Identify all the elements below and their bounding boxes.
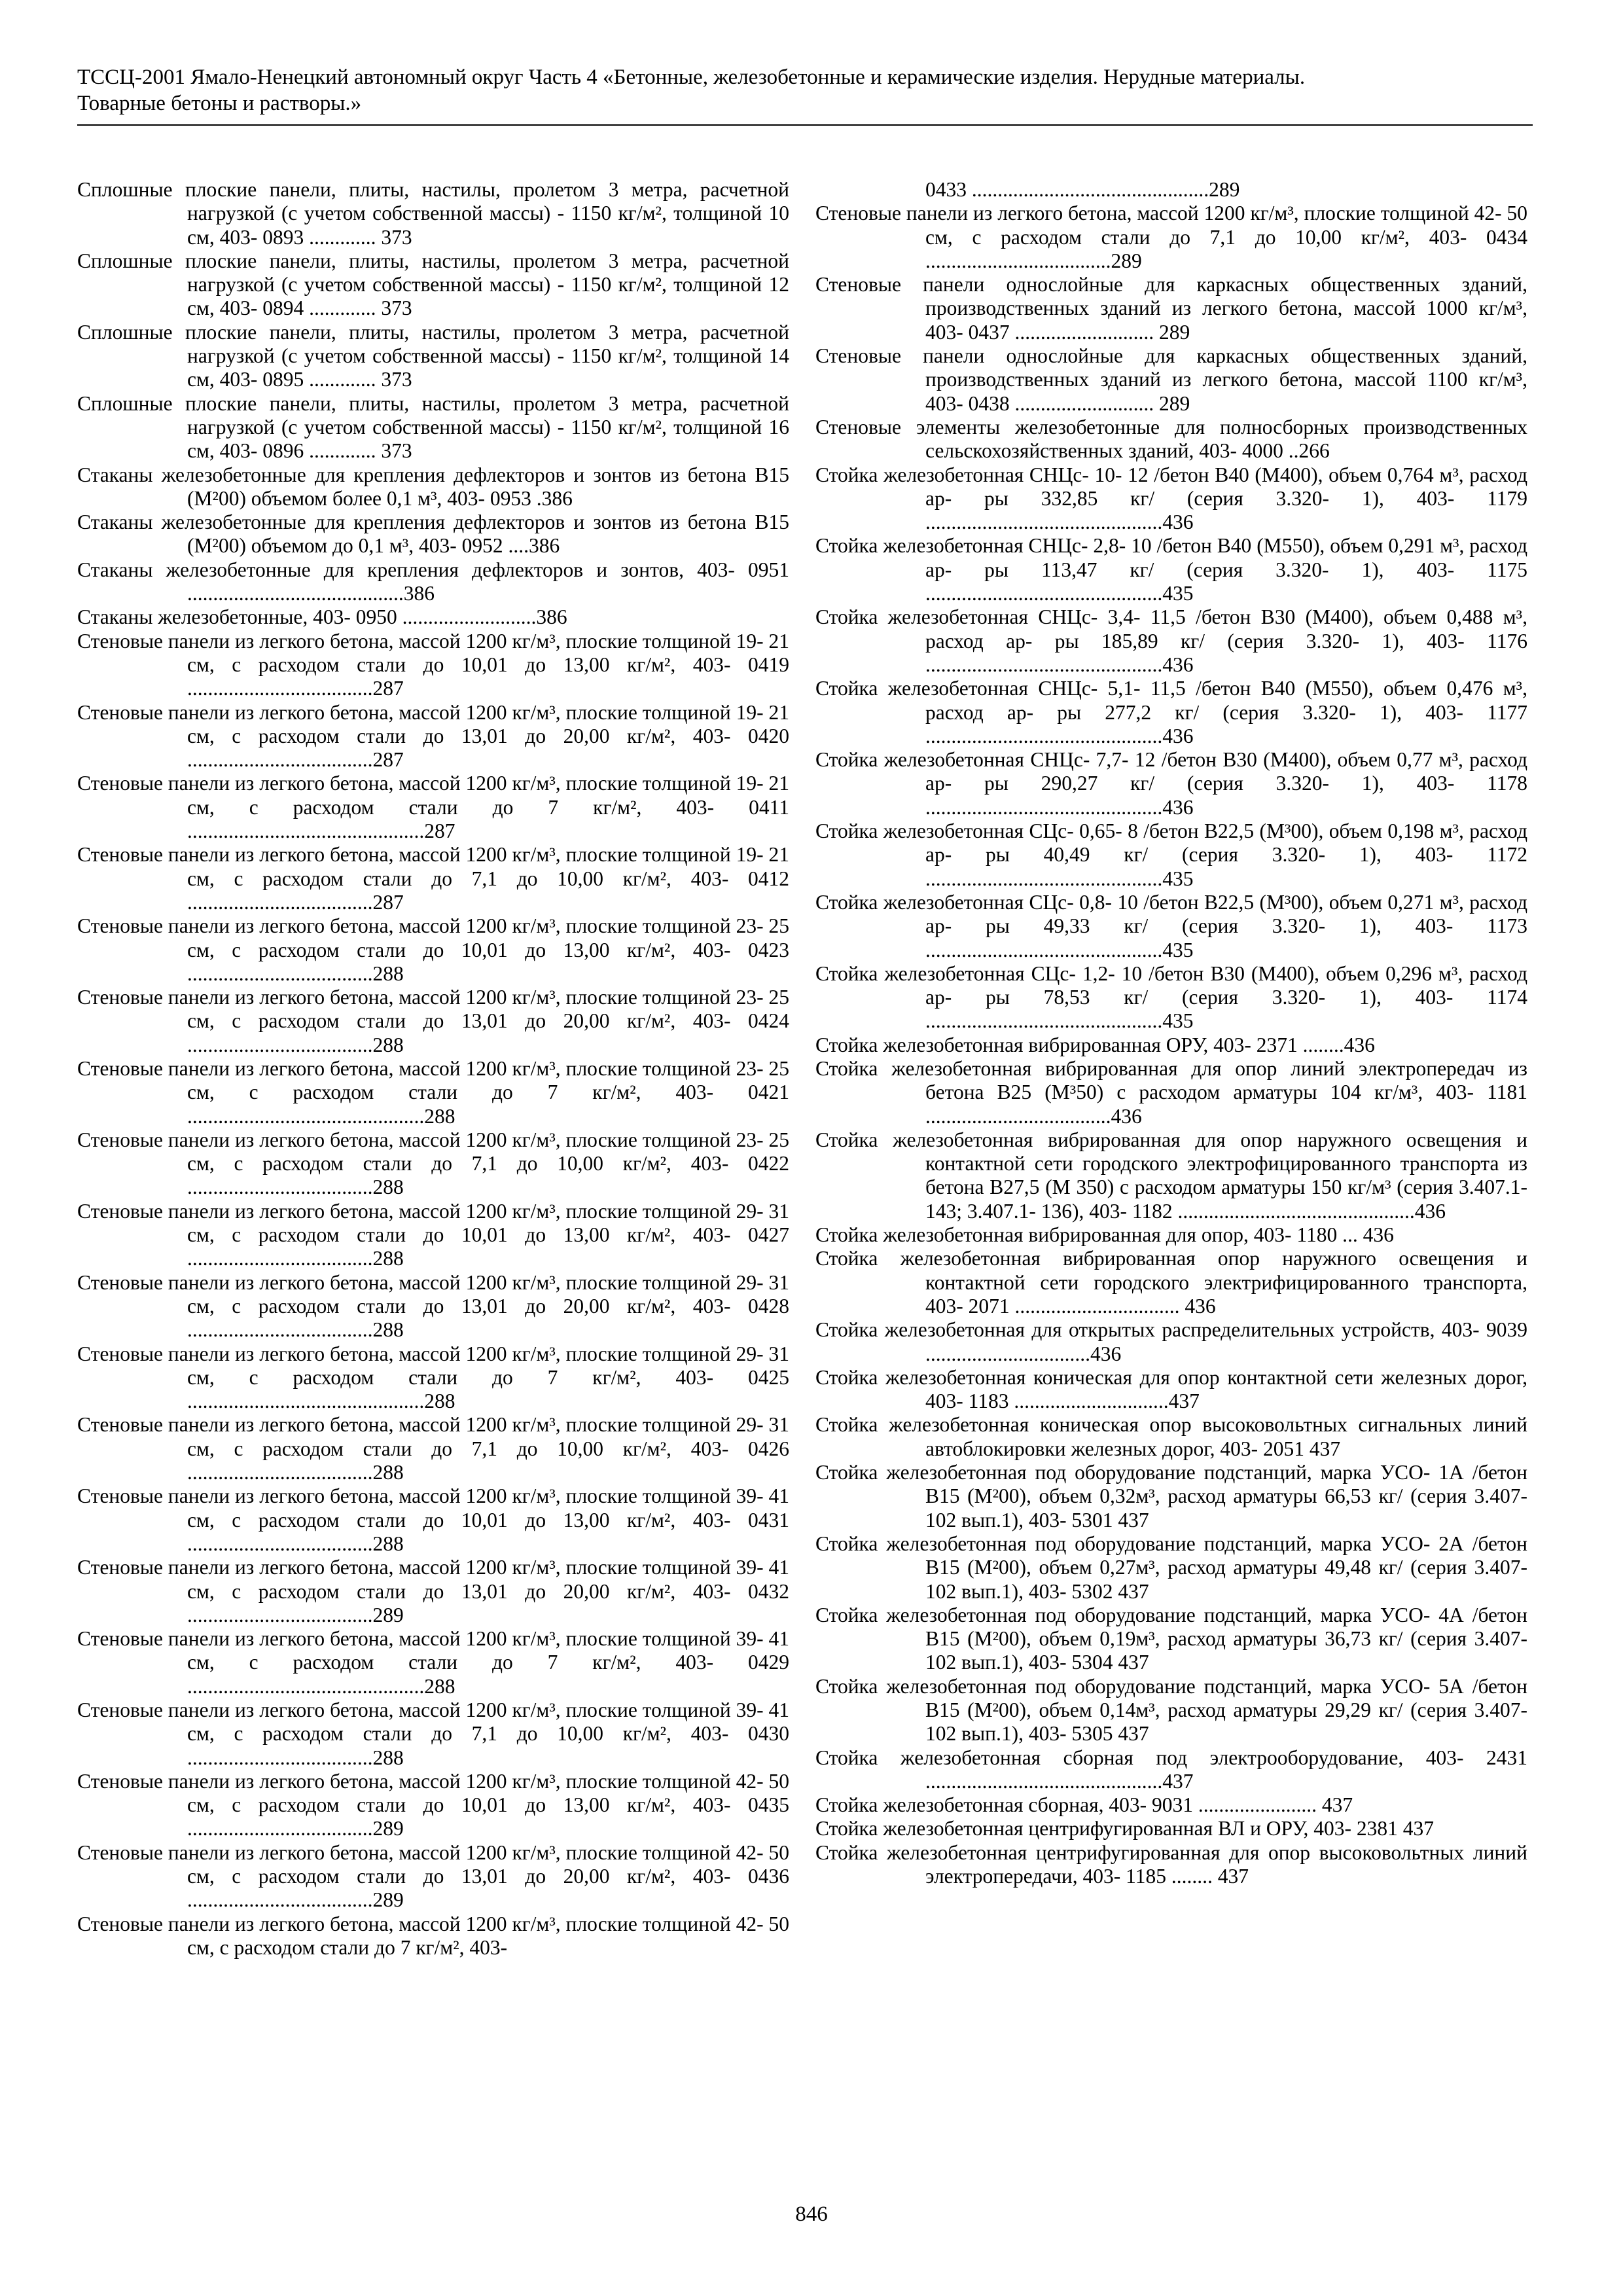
index-entry: Стеновые панели из легкого бетона, массой 1200 кг/м³, плоские толщиной 29- 31 см, с расходом стали до 10,01 до 13,00 кг/м², 403- 0427 ....................................288 — [77, 1199, 789, 1270]
index-entry: Стеновые панели из легкого бетона, массой 1200 кг/м³, плоские толщиной 42- 50 см, с расходом стали до 13,01 до 20,00 кг/м², 403- 0436 ....................................289 — [77, 1840, 789, 1912]
index-entry: Стеновые панели из легкого бетона, массой 1200 кг/м³, плоские толщиной 39- 41 см, с расходом стали до 10,01 до 13,00 кг/м², 403- 0431 ....................................288 — [77, 1484, 789, 1555]
index-entry: Стеновые панели из легкого бетона, массой 1200 кг/м³, плоские толщиной 39- 41 см, с расходом стали до 13,01 до 20,00 кг/м², 403- 0432 ....................................289 — [77, 1556, 789, 1626]
index-column-left — [77, 178, 789, 1960]
index-entry: Стеновые панели из легкого бетона, массой 1200 кг/м³, плоские толщиной 39- 41 см, с расходом стали до 7 кг/м², 403- 0429 ..............................................288 — [77, 1627, 789, 1698]
index-entry: Стойка железобетонная коническая для опор контактной сети железных дорог, 403- 1183 ..............................437 — [815, 1365, 1527, 1413]
index-entry: 0433 ..............................................289 — [925, 178, 1240, 201]
index-entry: Стойка железобетонная СНЦс- 2,8- 10 /бетон В40 (М550), объем 0,291 м³, расход ар- ры 113,47 кг/ (серия 3.320- 1), 403- 1175 ..............................................435 — [815, 534, 1527, 605]
index-entry: Стеновые панели из легкого бетона, массой 1200 кг/м³, плоские толщиной 23- 25 см, с расходом стали до 7 кг/м², 403- 0421 ..............................................288 — [77, 1056, 789, 1128]
index-entry: Стойка железобетонная СНЦс- 10- 12 /бетон В40 (М400), объем 0,764 м³, расход ар- ры 332,85 кг/ (серия 3.320- 1), 403- 1179 ..............................................436 — [815, 463, 1527, 534]
index-entry: Стойка железобетонная сборная под электрооборудование, 403- 2431 ..............................................437 — [815, 1746, 1527, 1793]
index-entry: Стеновые панели из легкого бетона, массой 1200 кг/м³, плоские толщиной 23- 25 см, с расходом стали до 13,01 до 20,00 кг/м², 403- 0424 ....................................288 — [77, 986, 789, 1056]
index-entry: Стойка железобетонная для открытых распределительных устройств, 403- 9039 ................................436 — [815, 1318, 1527, 1365]
index-entry: Сплошные плоские панели, плиты, настилы, пролетом 3 метра, расчетной нагрузкой (с учетом собственной массы) - 1150 кг/м², толщиной 16 см, 403- 0896 ............. 373 — [77, 391, 789, 463]
index-entry: Стойка железобетонная вибрированная опор наружного освещения и контактной сети городского электрифицированного транспорта, 403- 2071 ................................ 436 — [815, 1247, 1527, 1318]
index-entry: Стеновые панели из легкого бетона, массой 1200 кг/м³, плоские толщиной 42- 50 см, с расходом стали до 10,01 до 13,00 кг/м², 403- 0435 ....................................289 — [77, 1769, 789, 1840]
index-entry: Стойка железобетонная под оборудование подстанций, марка УСО- 4А /бетон В15 (М²00), объем 0,19м³, расход арматуры 36,73 кг/ (серия 3.407- 102 вып.1), 403- 5304 437 — [815, 1603, 1527, 1674]
index-entry: Стойка железобетонная под оборудование подстанций, марка УСО- 1А /бетон В15 (М²00), объем 0,32м³, расход арматуры 66,53 кг/ (серия 3.407- 102 вып.1), 403- 5301 437 — [815, 1461, 1527, 1532]
index-entry: Стойка железобетонная центрифугированная для опор высоковольтных линий электропередачи, 403- 1185 ........ 437 — [815, 1840, 1527, 1888]
page-header — [77, 64, 1533, 126]
index-entry: Стойка железобетонная СЦс- 1,2- 10 /бетон В30 (М400), объем 0,296 м³, расход ар- ры 78,53 кг/ (серия 3.320- 1), 403- 1174 ..............................................435 — [815, 961, 1527, 1033]
index-entry: Стойка железобетонная под оборудование подстанций, марка УСО- 2А /бетон В15 (М²00), объем 0,27м³, расход арматуры 49,48 кг/ (серия 3.407- 102 вып.1), 403- 5302 437 — [815, 1532, 1527, 1603]
index-entry: Стойка железобетонная вибрированная ОРУ, 403- 2371 ........436 — [815, 1033, 1375, 1056]
index-entry: Стойка железобетонная СНЦс- 7,7- 12 /бетон В30 (М400), объем 0,77 м³, расход ар- ры 290,27 кг/ (серия 3.320- 1), 403- 1178 ..............................................436 — [815, 748, 1527, 819]
index-entry: Сплошные плоские панели, плиты, настилы, пролетом 3 метра, расчетной нагрузкой (с учетом собственной массы) - 1150 кг/м², толщиной 10 см, 403- 0893 ............. 373 — [77, 178, 789, 249]
index-column-right — [815, 178, 1527, 1888]
index-entry: Стеновые панели из легкого бетона, массой 1200 кг/м³, плоские толщиной 29- 31 см, с расходом стали до 7 кг/м², 403- 0425 ..............................................288 — [77, 1342, 789, 1413]
index-entry: Стеновые панели из легкого бетона, массой 1200 кг/м³, плоские толщиной 29- 31 см, с расходом стали до 13,01 до 20,00 кг/м², 403- 0428 ....................................288 — [77, 1270, 789, 1342]
index-entry: Сплошные плоские панели, плиты, настилы, пролетом 3 метра, расчетной нагрузкой (с учетом собственной массы) - 1150 кг/м², толщиной 12 см, 403- 0894 ............. 373 — [77, 249, 789, 320]
index-entry: Стойка железобетонная СНЦс- 5,1- 11,5 /бетон В40 (М550), объем 0,476 м³, расход ар- ры 277,2 кг/ (серия 3.320- 1), 403- 1177 ..............................................436 — [815, 677, 1527, 747]
index-entry: Стеновые панели из легкого бетона, массой 1200 кг/м³, плоские толщиной 19- 21 см, с расходом стали до 7 кг/м², 403- 0411 ..............................................287 — [77, 772, 789, 843]
index-entry: Стойка железобетонная вибрированная для опор, 403- 1180 ... 436 — [815, 1223, 1394, 1247]
index-entry: Стойка железобетонная коническая опор высоковольтных сигнальных линий автоблокировки железных дорог, 403- 2051 437 — [815, 1413, 1527, 1460]
index-entry: Стойка железобетонная сборная, 403- 9031 ....................... 437 — [815, 1793, 1353, 1817]
header-line-1: ТССЦ-2001 Ямало-Ненецкий автономный округ Часть 4 «Бетонные, железобетонные и керамические изделия. Нерудные материалы. — [77, 65, 1306, 89]
index-entry: Стойка железобетонная центрифугированная ВЛ и ОРУ, 403- 2381 437 — [815, 1817, 1434, 1840]
index-entry: Стеновые панели из легкого бетона, массой 1200 кг/м³, плоские толщиной 39- 41 см, с расходом стали до 7,1 до 10,00 кг/м², 403- 0430 ....................................288 — [77, 1698, 789, 1769]
index-entry: Стаканы железобетонные для крепления дефлекторов и зонтов, 403- 0951 ..........................................386 — [77, 558, 789, 605]
index-entry: Стеновые панели однослойные для каркасных общественных зданий, производственных зданий из легкого бетона, массой 1000 кг/м³, 403- 0437 ........................... 289 — [815, 273, 1527, 344]
index-entry: Стеновые панели из легкого бетона, массой 1200 кг/м³, плоские толщиной 19- 21 см, с расходом стали до 13,01 до 20,00 кг/м², 403- 0420 ....................................287 — [77, 700, 789, 772]
index-entry: Стаканы железобетонные для крепления дефлекторов и зонтов из бетона В15 (М²00) объемом до 0,1 м³, 403- 0952 ....386 — [77, 511, 789, 558]
index-entry: Стойка железобетонная вибрированная для опор линий электропередач из бетона В25 (М³50) с расходом арматуры 104 кг/м³, 403- 1181 ....................................436 — [815, 1056, 1527, 1128]
index-entry: Стеновые панели из легкого бетона, массой 1200 кг/м³, плоские толщиной 19- 21 см, с расходом стали до 10,01 до 13,00 кг/м², 403- 0419 ....................................287 — [77, 629, 789, 700]
index-entry: Стаканы железобетонные для крепления дефлекторов и зонтов из бетона В15 (М²00) объемом более 0,1 м³, 403- 0953 .386 — [77, 463, 789, 510]
index-entry: Стойка железобетонная под оборудование подстанций, марка УСО- 5А /бетон В15 (М²00), объем 0,14м³, расход арматуры 29,29 кг/ (серия 3.407- 102 вып.1), 403- 5305 437 — [815, 1674, 1527, 1746]
index-entry: Стеновые панели однослойные для каркасных общественных зданий, производственных зданий из легкого бетона, массой 1100 кг/м³, 403- 0438 ........................... 289 — [815, 344, 1527, 415]
page-number: 846 — [795, 2202, 828, 2226]
index-entry: Стойка железобетонная СЦс- 0,65- 8 /бетон В22,5 (М³00), объем 0,198 м³, расход ар- ры 40,49 кг/ (серия 3.320- 1), 403- 1172 ..............................................435 — [815, 819, 1527, 890]
index-entry: Стеновые панели из легкого бетона, массой 1200 кг/м³, плоские толщиной 23- 25 см, с расходом стали до 7,1 до 10,00 кг/м², 403- 0422 ....................................288 — [77, 1128, 789, 1199]
index-entry: Стеновые панели из легкого бетона, массой 1200 кг/м³, плоские толщиной 19- 21 см, с расходом стали до 7,1 до 10,00 кг/м², 403- 0412 ....................................287 — [77, 843, 789, 914]
header-line-2: Товарные бетоны и растворы.» — [77, 92, 362, 115]
index-entry: Стойка железобетонная СЦс- 0,8- 10 /бетон В22,5 (М³00), объем 0,271 м³, расход ар- ры 49,33 кг/ (серия 3.320- 1), 403- 1173 ..............................................435 — [815, 890, 1527, 961]
index-entry: Стеновые панели из легкого бетона, массой 1200 кг/м³, плоские толщиной 42- 50 см, с расходом стали до 7 кг/м², 403- — [77, 1912, 789, 1959]
index-entry: Стойка железобетонная вибрированная для опор наружного освещения и контактной сети городского электрофицированного транспорта из бетона В27,5 (М 350) с расходом арматуры 150 кг/м³ (серия 3.407.1- 143; 3.407.1- 136), 403- 1182 ..............................................436 — [815, 1128, 1527, 1223]
index-entry: Стеновые элементы железобетонные для полносборных производственных сельскохозяйственных зданий, 403- 4000 ..266 — [815, 415, 1527, 463]
index-entry: Стеновые панели из легкого бетона, массой 1200 кг/м³, плоские толщиной 23- 25 см, с расходом стали до 10,01 до 13,00 кг/м², 403- 0423 ....................................288 — [77, 914, 789, 985]
index-entry: Стеновые панели из легкого бетона, массой 1200 кг/м³, плоские толщиной 29- 31 см, с расходом стали до 7,1 до 10,00 кг/м², 403- 0426 ....................................288 — [77, 1413, 789, 1484]
index-entry: Стаканы железобетонные, 403- 0950 ..........................386 — [77, 605, 567, 629]
index-entry: Сплошные плоские панели, плиты, настилы, пролетом 3 метра, расчетной нагрузкой (с учетом собственной массы) - 1150 кг/м², толщиной 14 см, 403- 0895 ............. 373 — [77, 320, 789, 391]
index-entry: Стеновые панели из легкого бетона, массой 1200 кг/м³, плоские толщиной 42- 50 см, с расходом стали до 7,1 до 10,00 кг/м², 403- 0434 ....................................289 — [815, 202, 1527, 272]
index-entry: Стойка железобетонная СНЦс- 3,4- 11,5 /бетон В30 (М400), объем 0,488 м³, расход ар- ры 185,89 кг/ (серия 3.320- 1), 403- 1176 ..............................................436 — [815, 605, 1527, 676]
